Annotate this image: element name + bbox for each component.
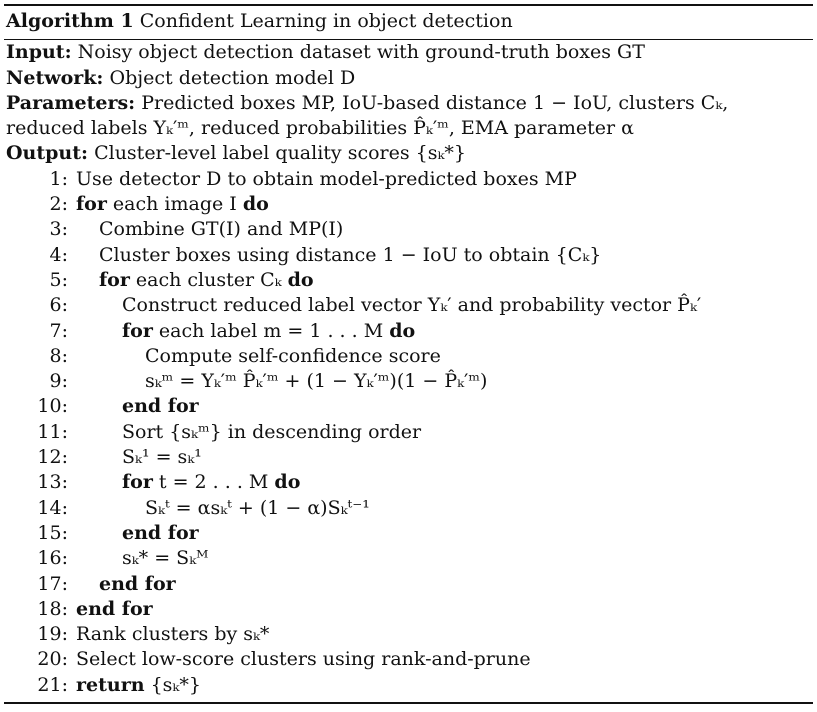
algorithm-block [4, 4, 813, 704]
line-number: 13: [37, 471, 68, 494]
line-number: 11: [37, 420, 68, 443]
keyword: for [122, 471, 153, 494]
line-text: each image I [112, 193, 237, 216]
line-number: 5: [49, 268, 68, 291]
input-text: Noisy object detection dataset with ground-truth boxes GT [77, 41, 645, 64]
algorithm-line [4, 622, 813, 647]
line-content [91, 268, 314, 293]
line-text: Use detector D to obtain model-predicted boxes MP [76, 167, 577, 190]
algorithm-name: Confident Learning in object detection [139, 10, 513, 32]
algorithm-line [4, 647, 813, 672]
line-text: {sₖ*} [150, 673, 201, 696]
keyword: for [122, 319, 153, 342]
line-number: 17: [37, 572, 68, 595]
line-text: Sₖ¹ = sₖ¹ [122, 446, 202, 469]
line-number: 20: [37, 648, 68, 671]
parameters-keyword: Parameters: [6, 91, 136, 114]
line-text: Rank clusters by sₖ* [76, 623, 270, 646]
line-number: 14: [37, 496, 68, 519]
algorithm-title [4, 6, 813, 37]
line-content [68, 192, 269, 217]
line-content [114, 445, 202, 470]
algorithm-line [4, 344, 813, 369]
keyword: end for [76, 597, 153, 620]
line-content [114, 394, 199, 419]
algorithm-line [4, 546, 813, 571]
line-content [114, 521, 199, 546]
line-content [114, 293, 701, 318]
algorithm-line [4, 521, 813, 546]
line-text: Sₖᵗ = αsₖᵗ + (1 − α)Sₖᵗ⁻¹ [145, 496, 370, 519]
line-text: sₖ* = Sₖᴹ [122, 547, 209, 570]
algorithm-line [4, 496, 813, 521]
line-content [68, 647, 531, 672]
line-number: 10: [37, 395, 68, 418]
line-number: 18: [37, 597, 68, 620]
algorithm-line [4, 167, 813, 192]
keyword: for [76, 193, 107, 216]
algorithm-line [4, 243, 813, 268]
algorithm-line [4, 293, 813, 318]
line-number: 6: [49, 294, 68, 317]
keyword: return [76, 673, 145, 696]
line-content [137, 344, 441, 369]
keyword: end for [122, 395, 199, 418]
line-content [137, 496, 370, 521]
network-text: Object detection model D [109, 66, 356, 89]
line-text: Select low-score clusters using rank-and-prune [76, 648, 531, 671]
line-number: 4: [49, 243, 68, 266]
line-text: t = 2 . . . M [158, 471, 269, 494]
line-number: 3: [49, 218, 68, 241]
line-content [137, 369, 487, 394]
line-number: 15: [37, 521, 68, 544]
line-content [114, 470, 300, 495]
line-number: 19: [37, 623, 68, 646]
line-content [114, 546, 208, 571]
output-text: Cluster-level label quality scores {sₖ*} [94, 142, 466, 165]
line-number: 21: [37, 673, 68, 696]
keyword-do: do [274, 471, 301, 494]
line-number: 2: [49, 193, 68, 216]
algorithm-line [4, 673, 813, 698]
keyword: for [99, 268, 130, 291]
input-keyword: Input: [6, 41, 72, 64]
line-text: Construct reduced label vector Yₖ′ and probability vector P̂ₖ′ [122, 294, 702, 317]
line-number: 8: [49, 344, 68, 367]
algorithm-line [4, 192, 813, 217]
line-content [68, 673, 201, 698]
line-content [114, 319, 415, 344]
keyword-do: do [287, 268, 314, 291]
line-content [91, 572, 176, 597]
line-number: 16: [37, 547, 68, 570]
algorithm-line [4, 470, 813, 495]
parameters-line [4, 91, 813, 142]
line-text: Combine GT(I) and MP(I) [99, 218, 344, 241]
algorithm-line [4, 420, 813, 445]
algorithm-label: Algorithm 1 [6, 10, 134, 32]
line-content [91, 243, 601, 268]
keyword-do: do [242, 193, 269, 216]
line-content [91, 217, 343, 242]
network-keyword: Network: [6, 66, 104, 89]
algorithm-steps [4, 167, 813, 698]
line-text: each cluster Cₖ [135, 268, 282, 291]
line-text: Sort {sₖᵐ} in descending order [122, 420, 422, 443]
network-line [4, 66, 813, 91]
algorithm-line [4, 217, 813, 242]
algorithm-line [4, 369, 813, 394]
output-keyword: Output: [6, 142, 89, 165]
keyword: end for [99, 572, 176, 595]
line-content [68, 597, 153, 622]
line-content [68, 167, 577, 192]
keyword: end for [122, 521, 199, 544]
algorithm-line [4, 445, 813, 470]
line-number: 1: [49, 167, 68, 190]
output-line [4, 141, 813, 166]
line-content [114, 420, 421, 445]
algorithm-line [4, 572, 813, 597]
input-line [4, 40, 813, 65]
line-text: each label m = 1 . . . M [158, 319, 384, 342]
bottom-rule [4, 702, 813, 704]
parameters-text: Predicted boxes MP, IoU-based distance 1 − IoU, clusters Cₖ, reduced labels Yₖ′ᵐ, reduced probabilities P̂ₖ′ᵐ, EMA parameter α [6, 91, 729, 140]
algorithm-line [4, 394, 813, 419]
algorithm-line [4, 319, 813, 344]
algorithm-line [4, 268, 813, 293]
line-number: 9: [49, 370, 68, 393]
line-number: 7: [49, 319, 68, 342]
line-text: sₖᵐ = Yₖ′ᵐ P̂ₖ′ᵐ + (1 − Yₖ′ᵐ)(1 − P̂ₖ′ᵐ) [145, 370, 488, 393]
line-number: 12: [37, 446, 68, 469]
line-content [68, 622, 269, 647]
line-text: Compute self-confidence score [145, 344, 441, 367]
algorithm-line [4, 597, 813, 622]
keyword-do: do [389, 319, 416, 342]
line-text: Cluster boxes using distance 1 − IoU to obtain {Cₖ} [99, 243, 602, 266]
